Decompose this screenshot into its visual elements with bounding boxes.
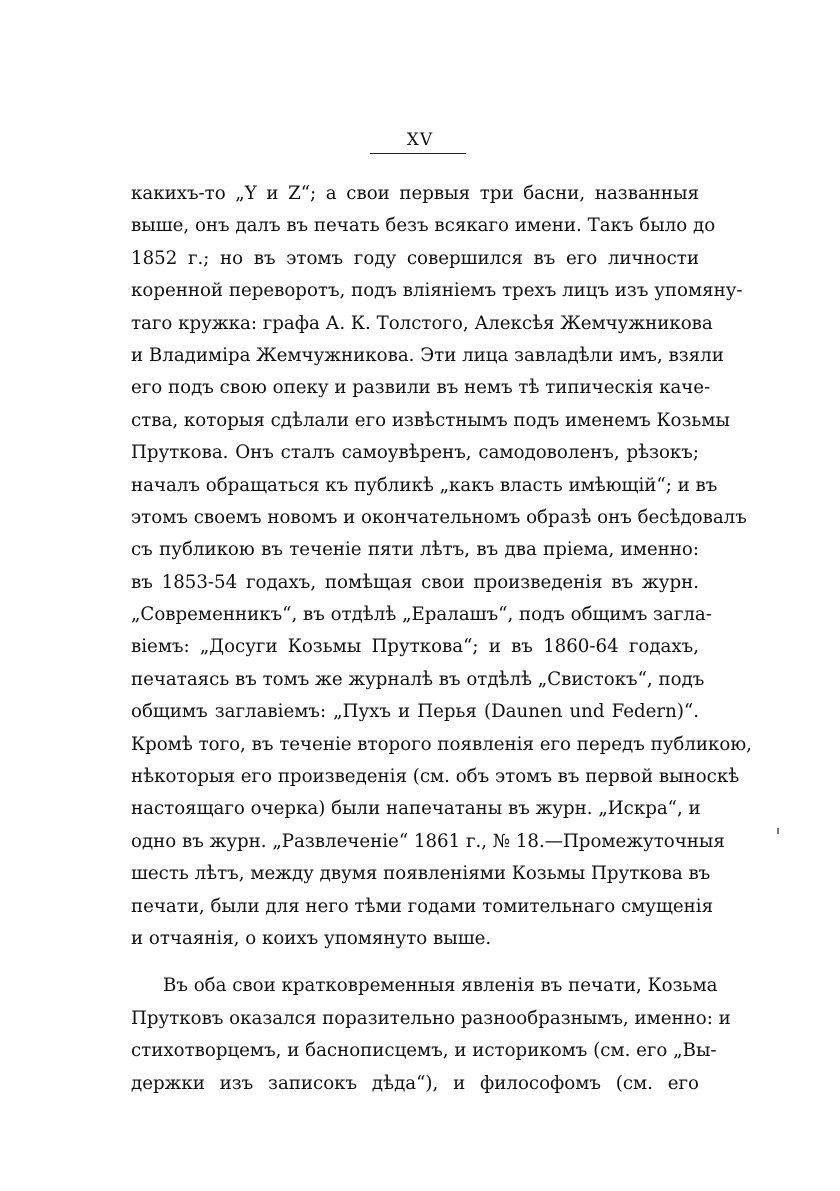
text-line: этомъ своемъ новомъ и окончательномъ образѣ онъ бесѣдовалъ: [131, 506, 747, 528]
text-line: Кромѣ того, въ теченіе второго появленія его передъ публикою,: [131, 733, 752, 755]
text-line: нѣкоторыя его произведенія (см. объ этомъ въ первой выноскѣ: [131, 766, 740, 788]
text-line: общимъ заглавіемъ: „Пухъ и Перья (Daunen und Federn)“.: [131, 701, 699, 723]
header-rule: [370, 153, 466, 154]
margin-mark: [777, 828, 779, 834]
text-line: держки изъ записокъ дѣда“), и философомъ (см. его: [131, 1072, 699, 1094]
text-line: съ публикою въ теченіе пяти лѣтъ, въ два пріема, именно:: [131, 539, 699, 561]
text-line: віемъ: „Досуги Козьмы Пруткова“; и въ 1860-64 годахъ,: [131, 636, 699, 658]
text-line: печати, были для него тѣми годами томительнаго смущенія: [131, 895, 714, 917]
text-line: „Современникъ“, въ отдѣлѣ „Ералашъ“, подъ общимъ загла-: [131, 604, 712, 626]
text-line: выше, онъ далъ въ печать безъ всякаго имени. Такъ было до: [131, 215, 716, 237]
paragraph-2: [131, 970, 731, 1100]
paragraph-1: [131, 178, 752, 955]
text-line: началъ обращаться къ публикѣ „какъ власть имѣющій“; и въ: [131, 474, 718, 496]
text-line: стихотворцемъ, и баснописцемъ, и историкомъ (см. его „Вы-: [131, 1040, 717, 1062]
text-line: коренной переворотъ, подъ вліяніемъ трехъ лицъ изъ упомяну-: [131, 280, 743, 302]
text-line: 1852 г.; но въ этомъ году совершился въ его личности: [131, 247, 699, 269]
text-line: Въ оба свои кратковременныя явленія въ печати, Козьма: [163, 975, 718, 997]
text-line: одно въ журн. „Развлеченіе“ 1861 г., № 18.—Промежуточныя: [131, 830, 725, 852]
text-line: какихъ-то „Y и Z“; а свои первыя три басни, названныя: [131, 183, 699, 204]
text-line: въ 1853-54 годахъ, помѣщая свои произведенія въ журн.: [131, 571, 699, 593]
text-line: ства, которыя сдѣлали его извѣстнымъ подъ именемъ Козьмы: [131, 409, 730, 431]
text-line: его подъ свою опеку и развили въ немъ тѣ типическія каче-: [131, 377, 711, 399]
text-line: настоящаго очерка) были напечатаны въ журн. „Искра“, и: [131, 798, 701, 820]
text-line: шесть лѣтъ, между двумя появленіями Козьмы Пруткова въ: [131, 863, 711, 885]
text-line: и отчаянія, о коихъ упомянуто выше.: [131, 927, 492, 949]
text-line: Пруткова. Онъ сталъ самоувѣренъ, самодоволенъ, рѣзокъ;: [131, 442, 699, 464]
text-line: Прутковъ оказался поразительно разнообразнымъ, именно: и: [131, 1007, 731, 1029]
text-line: и Владиміра Жемчужникова. Эти лица завладѣли имъ, взяли: [131, 344, 724, 366]
body-text: [131, 178, 752, 1100]
text-line: таго кружка: графа А. К. Толстого, Алексѣя Жемчужникова: [131, 312, 713, 334]
text-line: печатаясь въ томъ же журналѣ въ отдѣлѣ „Свистокъ“, подъ: [131, 668, 705, 690]
page-number: XV: [406, 130, 434, 150]
